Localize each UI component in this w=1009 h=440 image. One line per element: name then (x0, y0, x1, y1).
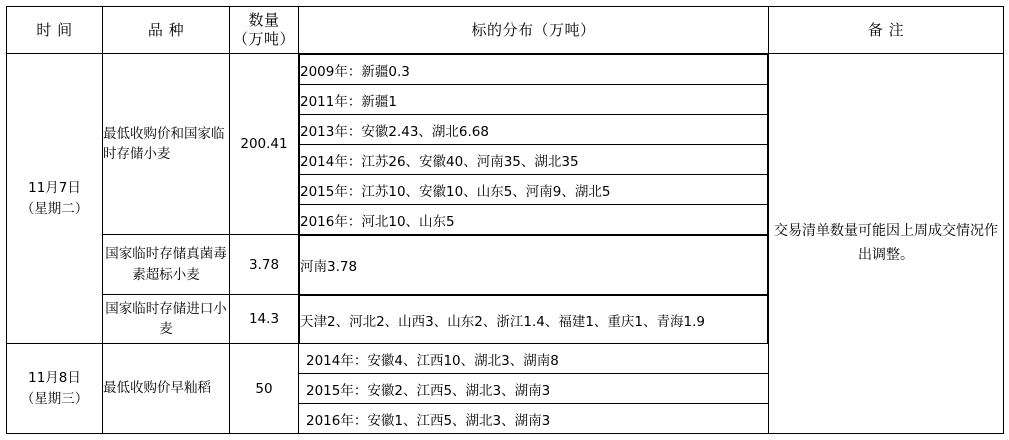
date-line2: （星期三） (20, 390, 89, 407)
date-cell-nov7 (7, 54, 103, 344)
distribution-item: 2016年：河北10、山东5 (300, 205, 768, 235)
column-header-time: 时 间 (7, 7, 103, 54)
column-header-variety: 品 种 (103, 7, 230, 54)
distribution-cell-wheat-imported (299, 295, 769, 344)
distribution-list (299, 235, 768, 294)
variety-cell-wheat-imported: 国家临时存储进口小麦 (103, 295, 230, 344)
distribution-list (299, 295, 768, 343)
column-header-quantity-line1: 数量 (248, 11, 280, 30)
distribution-item: 2013年：安徽2.43、湖北6.68 (300, 115, 768, 145)
distribution-item: 2009年：新疆0.3 (300, 55, 768, 85)
variety-cell-wheat-mycotoxin: 国家临时存储真菌毒素超标小麦 (103, 235, 230, 295)
table-header-row (7, 7, 1004, 54)
distribution-cell-wheat-mycotoxin (299, 235, 769, 295)
remarks-cell: 交易清单数量可能因上周成交情况作出调整。 (769, 54, 1004, 434)
date-line2: （星期二） (20, 200, 89, 217)
distribution-item: 2016年：安徽1、江西5、湖北3、湖南3 (299, 404, 769, 434)
distribution-list (299, 54, 768, 234)
column-header-quantity-line2: （万吨） (232, 30, 295, 48)
distribution-item: 2011年：新疆1 (300, 85, 768, 115)
column-header-distribution: 标的分布（万吨） (299, 7, 769, 54)
quantity-cell-early-indica-rice: 50 (230, 344, 299, 434)
distribution-item: 天津2、河北2、山西3、山东2、浙江1.4、福建1、重庆1、青海1.9 (300, 296, 768, 344)
table-row (7, 54, 1004, 235)
date-line1: 11月7日 (28, 180, 81, 197)
distribution-item: 2014年：安徽4、江西10、湖北3、湖南8 (299, 344, 769, 374)
column-header-quantity (230, 7, 299, 54)
variety-cell-wheat-minimum-price: 最低收购价和国家临时存储小麦 (103, 54, 230, 235)
distribution-item: 2014年：江苏26、安徽40、河南35、湖北35 (300, 145, 768, 175)
variety-cell-early-indica-rice: 最低收购价早籼稻 (103, 344, 230, 434)
distribution-cell-wheat-minimum-price (299, 54, 769, 235)
auction-schedule-table (6, 6, 1004, 434)
quantity-cell-wheat-minimum-price: 200.41 (230, 54, 299, 235)
date-line1: 11月8日 (28, 370, 81, 387)
quantity-cell-wheat-mycotoxin: 3.78 (230, 235, 299, 295)
distribution-item: 2015年：江苏10、安徽10、山东5、河南9、湖北5 (300, 175, 768, 205)
distribution-item: 河南3.78 (300, 236, 768, 295)
distribution-item: 2015年：安徽2、江西5、湖北3、湖南3 (299, 374, 769, 404)
quantity-cell-wheat-imported: 14.3 (230, 295, 299, 344)
date-cell-nov8 (7, 344, 103, 434)
column-header-remarks: 备 注 (769, 7, 1004, 54)
